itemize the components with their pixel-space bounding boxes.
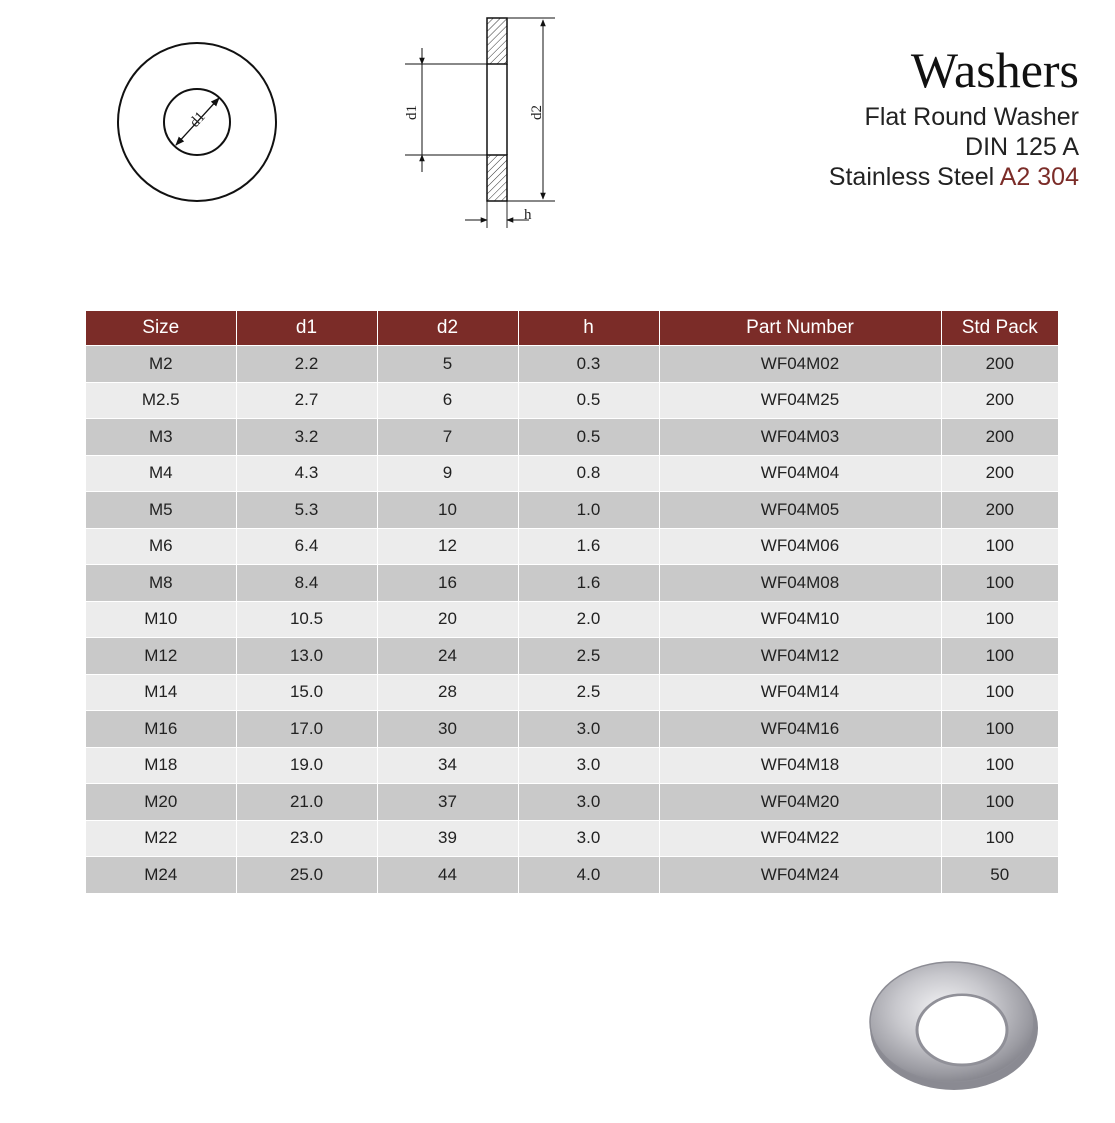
table-cell: 2.2 xyxy=(236,346,377,383)
table-cell: 25.0 xyxy=(236,857,377,893)
front-d1-label: d1 xyxy=(186,108,209,131)
washer-side-section-drawing xyxy=(395,10,565,235)
washer-section-bottom xyxy=(487,155,507,201)
table-cell: 100 xyxy=(941,528,1058,565)
table-row xyxy=(86,857,1058,893)
table-row xyxy=(86,784,1058,821)
table-cell: M16 xyxy=(86,711,236,748)
table-cell: 3.0 xyxy=(518,820,659,857)
table-row xyxy=(86,492,1058,529)
table-cell: WF04M10 xyxy=(659,601,941,638)
table-cell: 19.0 xyxy=(236,747,377,784)
standard-label: DIN 125 A xyxy=(965,133,1079,161)
table-cell: M24 xyxy=(86,857,236,893)
table-row xyxy=(86,419,1058,456)
table-cell: 50 xyxy=(941,857,1058,893)
table-cell: 16 xyxy=(377,565,518,602)
side-d2-label: d2 xyxy=(529,105,545,120)
table-cell: WF04M12 xyxy=(659,638,941,675)
table-cell: 100 xyxy=(941,674,1058,711)
table-cell: 200 xyxy=(941,492,1058,529)
table-cell: 2.5 xyxy=(518,674,659,711)
table-cell: 7 xyxy=(377,419,518,456)
table-row xyxy=(86,601,1058,638)
table-cell: 2.5 xyxy=(518,638,659,675)
table-cell: 100 xyxy=(941,820,1058,857)
table-header-row xyxy=(86,311,1058,346)
table-cell: M2.5 xyxy=(86,382,236,419)
table-cell: 9 xyxy=(377,455,518,492)
table-cell: 1.0 xyxy=(518,492,659,529)
column-header-part-number: Part Number xyxy=(659,311,941,346)
table-cell: WF04M06 xyxy=(659,528,941,565)
table-cell: 17.0 xyxy=(236,711,377,748)
table-cell: 100 xyxy=(941,747,1058,784)
table-row xyxy=(86,747,1058,784)
table-cell: 10.5 xyxy=(236,601,377,638)
table-row xyxy=(86,382,1058,419)
table-cell: 1.6 xyxy=(518,565,659,602)
table-cell: M4 xyxy=(86,455,236,492)
table-row xyxy=(86,638,1058,675)
table-cell: WF04M25 xyxy=(659,382,941,419)
table-cell: WF04M20 xyxy=(659,784,941,821)
table-cell: 10 xyxy=(377,492,518,529)
table-cell: 200 xyxy=(941,346,1058,383)
product-subtitle: Flat Round Washer xyxy=(864,103,1079,131)
table-cell: 8.4 xyxy=(236,565,377,602)
material-grade: A2 304 xyxy=(999,163,1079,191)
table-cell: WF04M08 xyxy=(659,565,941,602)
table-cell: 2.7 xyxy=(236,382,377,419)
table-cell: 100 xyxy=(941,565,1058,602)
table-cell: M10 xyxy=(86,601,236,638)
table-cell: M3 xyxy=(86,419,236,456)
table-cell: 100 xyxy=(941,638,1058,675)
table-row xyxy=(86,711,1058,748)
washer-front-view-drawing xyxy=(110,35,285,210)
material-line xyxy=(829,162,1079,192)
table-cell: 30 xyxy=(377,711,518,748)
table-cell: 100 xyxy=(941,784,1058,821)
table-cell: M20 xyxy=(86,784,236,821)
table-row xyxy=(86,565,1058,602)
table-cell: 0.3 xyxy=(518,346,659,383)
column-header-h: h xyxy=(518,311,659,346)
column-header-d2: d2 xyxy=(377,311,518,346)
table-cell: 3.0 xyxy=(518,784,659,821)
table-cell: 24 xyxy=(377,638,518,675)
table-cell: WF04M18 xyxy=(659,747,941,784)
table-cell: M5 xyxy=(86,492,236,529)
table-cell: WF04M03 xyxy=(659,419,941,456)
table-cell: WF04M16 xyxy=(659,711,941,748)
table-body xyxy=(86,346,1058,893)
table-cell: WF04M05 xyxy=(659,492,941,529)
material-prefix: Stainless Steel xyxy=(828,163,995,191)
table-row xyxy=(86,455,1058,492)
column-header-std-pack: Std Pack xyxy=(941,311,1058,346)
table-cell: WF04M22 xyxy=(659,820,941,857)
table-cell: M18 xyxy=(86,747,236,784)
washer-product-photo xyxy=(862,950,1042,1095)
table-cell: 21.0 xyxy=(236,784,377,821)
table-cell: WF04M02 xyxy=(659,346,941,383)
table-cell: 15.0 xyxy=(236,674,377,711)
table-cell: 13.0 xyxy=(236,638,377,675)
table-row xyxy=(86,346,1058,383)
table-cell: 44 xyxy=(377,857,518,893)
table-cell: 200 xyxy=(941,419,1058,456)
table-cell: 5.3 xyxy=(236,492,377,529)
table-cell: 20 xyxy=(377,601,518,638)
table-cell: 5 xyxy=(377,346,518,383)
side-h-label: h xyxy=(524,207,532,223)
table-cell: 2.0 xyxy=(518,601,659,638)
column-header-d1: d1 xyxy=(236,311,377,346)
table-row xyxy=(86,820,1058,857)
table-cell: 200 xyxy=(941,455,1058,492)
table-cell: M12 xyxy=(86,638,236,675)
table-row xyxy=(86,674,1058,711)
table-cell: 3.0 xyxy=(518,747,659,784)
table-cell: 0.8 xyxy=(518,455,659,492)
table-cell: 3.2 xyxy=(236,419,377,456)
table-cell: WF04M24 xyxy=(659,857,941,893)
table-cell: 200 xyxy=(941,382,1058,419)
table-cell: 1.6 xyxy=(518,528,659,565)
table-cell: 4.3 xyxy=(236,455,377,492)
title-block xyxy=(829,42,1079,192)
table-cell: 23.0 xyxy=(236,820,377,857)
table-cell: M22 xyxy=(86,820,236,857)
washer-section-top xyxy=(487,18,507,64)
washer-spec-table xyxy=(86,311,1058,893)
table-cell: 0.5 xyxy=(518,419,659,456)
table-cell: M6 xyxy=(86,528,236,565)
table-cell: 12 xyxy=(377,528,518,565)
table-cell: 100 xyxy=(941,601,1058,638)
table-cell: M2 xyxy=(86,346,236,383)
table-cell: 4.0 xyxy=(518,857,659,893)
page-title: Washers xyxy=(910,42,1079,98)
table-cell: 0.5 xyxy=(518,382,659,419)
table-cell: WF04M04 xyxy=(659,455,941,492)
table-cell: 3.0 xyxy=(518,711,659,748)
table-cell: 34 xyxy=(377,747,518,784)
table-cell: 39 xyxy=(377,820,518,857)
table-cell: M8 xyxy=(86,565,236,602)
table-cell: WF04M14 xyxy=(659,674,941,711)
column-header-size: Size xyxy=(86,311,236,346)
table-cell: 6.4 xyxy=(236,528,377,565)
table-cell: M14 xyxy=(86,674,236,711)
table-cell: 37 xyxy=(377,784,518,821)
side-d1-label: d1 xyxy=(404,105,420,120)
table-row xyxy=(86,528,1058,565)
table-cell: 6 xyxy=(377,382,518,419)
table-cell: 28 xyxy=(377,674,518,711)
table-cell: 100 xyxy=(941,711,1058,748)
